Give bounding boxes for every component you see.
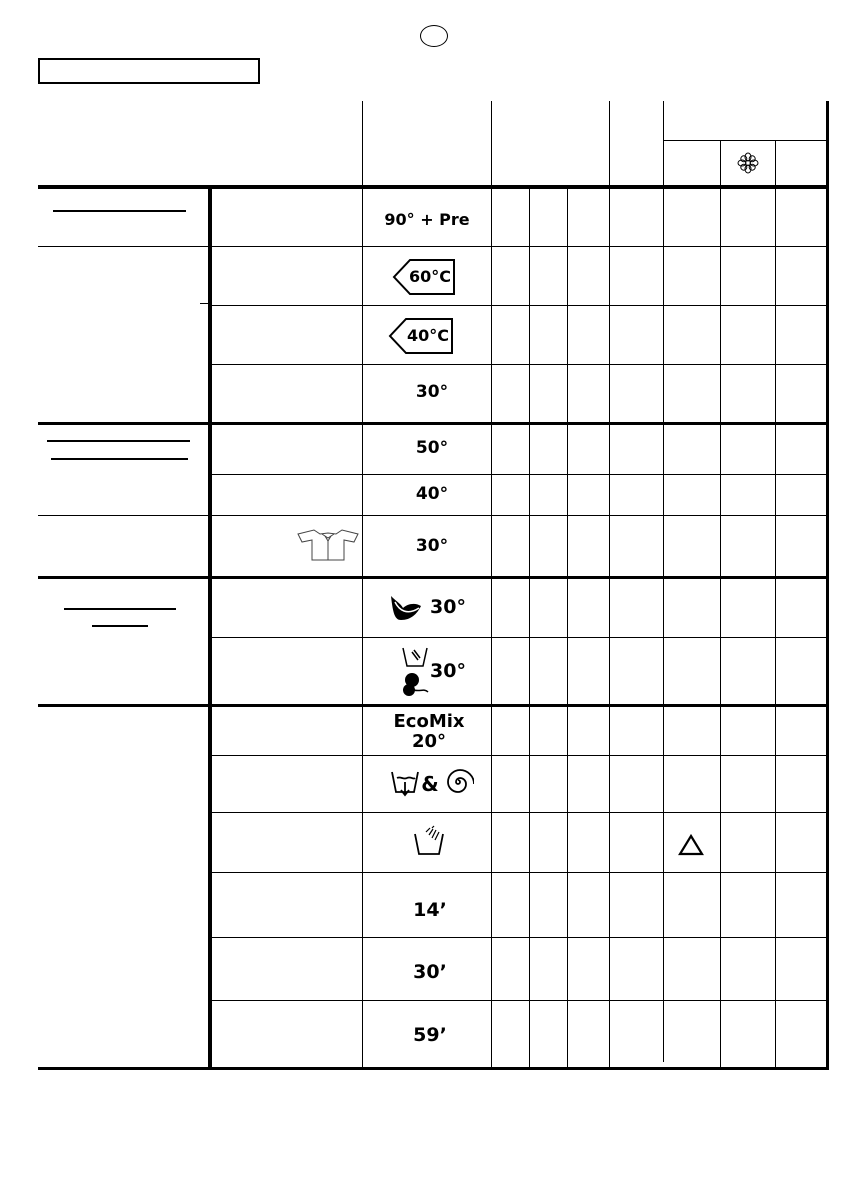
program-code: 20° — [411, 731, 447, 752]
program-code: & — [421, 772, 439, 796]
group-label-underline — [47, 440, 190, 442]
group-label-underline — [64, 608, 176, 610]
flower-icon — [737, 152, 759, 174]
language-badge — [420, 25, 448, 47]
program-code: 30° — [430, 660, 466, 682]
drain-icon — [390, 768, 420, 798]
program-code: 90° + Pre — [384, 210, 470, 229]
program-code: 30° — [415, 382, 449, 402]
program-code: EcoMix — [393, 711, 465, 732]
program-code: 30° — [430, 596, 466, 618]
title-box — [38, 58, 260, 84]
program-code: 30° — [415, 536, 449, 556]
program-code: 60°C — [408, 267, 451, 286]
feather-icon — [389, 594, 423, 624]
program-code: 14’ — [413, 899, 447, 921]
triangle-icon — [678, 834, 704, 856]
program-code: 40°C — [406, 326, 449, 345]
group-label-underline — [51, 458, 188, 460]
program-code: 59’ — [413, 1024, 447, 1046]
program-code: 30’ — [413, 961, 447, 983]
program-code: 40° — [415, 484, 449, 504]
group-label-underline — [53, 210, 186, 212]
rinse-icon — [412, 824, 446, 858]
group-label-underline — [92, 625, 148, 627]
shirt-icon — [296, 528, 360, 562]
handwash-wool-icon — [400, 644, 430, 698]
program-code: 50° — [415, 438, 449, 458]
spin-icon — [442, 766, 474, 798]
